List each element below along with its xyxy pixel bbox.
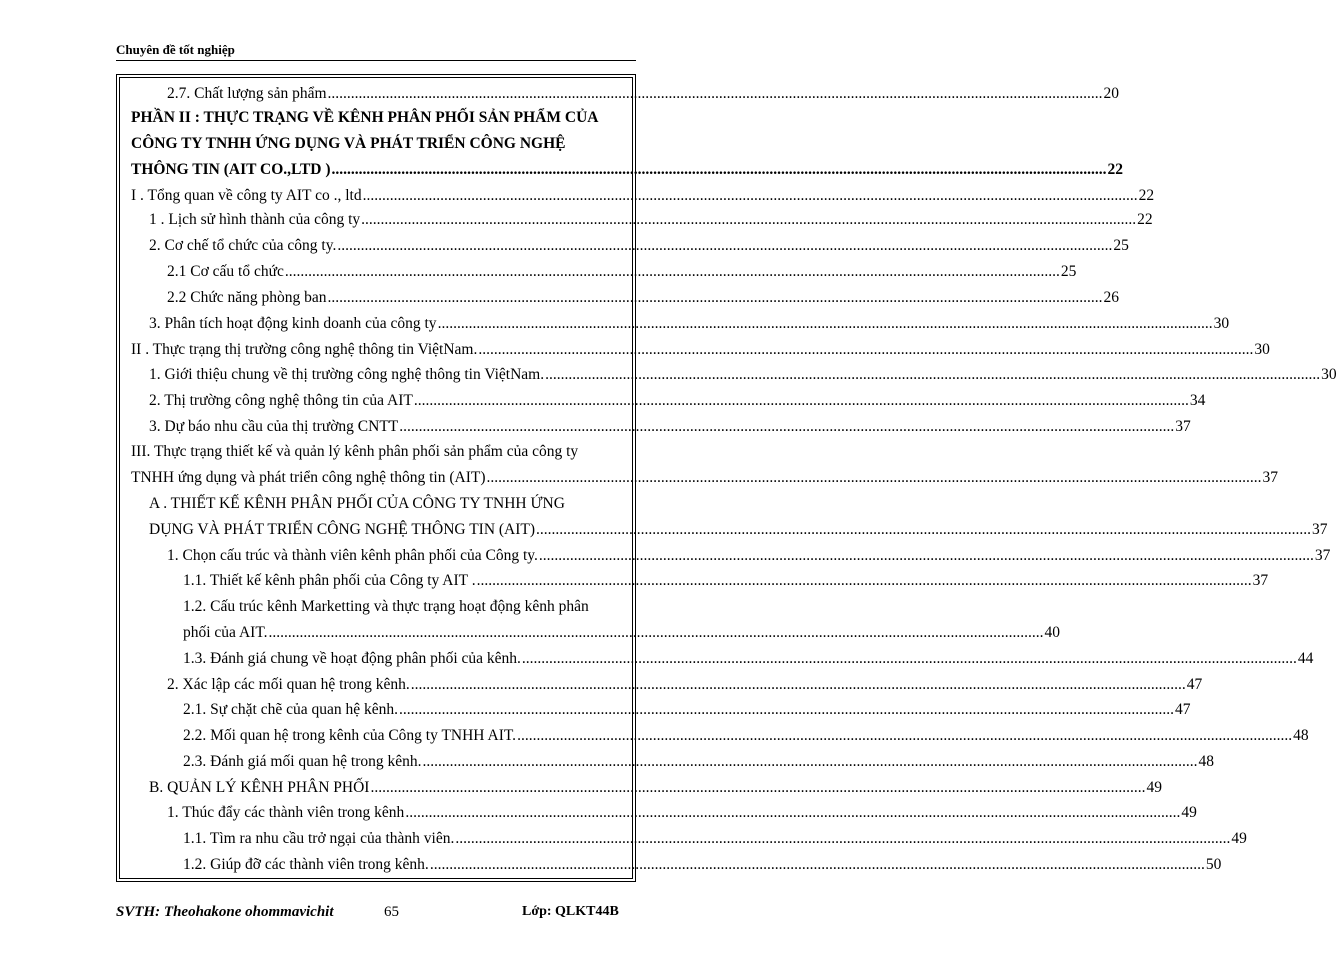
dot-leader: ........................................................................................................................................................................................................: [327, 85, 1103, 102]
toc-entry: [167, 82, 1120, 106]
dot-leader: ........................................................................................................................................................................................................: [521, 650, 1297, 667]
toc-entry-text: 2.2 Chức năng phòng ban: [167, 289, 327, 306]
toc-entry: [149, 518, 1328, 542]
toc-entry: [149, 312, 1230, 336]
toc-page-number: 48: [1198, 753, 1214, 770]
toc-page-number: 22: [1138, 187, 1155, 204]
toc-page-number: 47: [1175, 701, 1191, 718]
toc-page-number: 37: [1262, 469, 1278, 486]
dot-leader: ........................................................................................................................................................................................................: [337, 237, 1113, 254]
toc-entry: [183, 621, 1061, 645]
toc-page-number: 30: [1213, 315, 1230, 332]
toc-entry-text: 2. Thị trường công nghệ thông tin của AIT: [149, 392, 413, 409]
dot-leader: ........................................................................................................................................................................................................: [331, 161, 1107, 178]
dot-leader: ........................................................................................................................................................................................................: [478, 341, 1254, 358]
toc-page-number: 44: [1297, 650, 1314, 667]
toc-entry: [167, 801, 1197, 825]
toc-entry: [183, 750, 1214, 774]
dot-leader: ........................................................................................................................................................................................................: [405, 804, 1181, 821]
toc-entry-text: 2. Cơ chế tổ chức của công ty.: [149, 237, 337, 254]
toc-entry: [183, 647, 1314, 671]
toc-page-number: 48: [1293, 727, 1309, 744]
toc-page-number: 40: [1044, 624, 1061, 641]
dot-leader: ........................................................................................................................................................................................................: [437, 315, 1213, 332]
toc-entry: A . THIẾT KẾ KÊNH PHÂN PHỐI CỦA CÔNG TY TNHH ỨNG: [149, 495, 565, 512]
toc-entry: PHẦN II : THỰC TRẠNG VỀ KÊNH PHÂN PHỐI SẢN PHẨM CỦA: [131, 109, 599, 126]
toc-entry: [149, 208, 1153, 232]
toc-page-number: 25: [1060, 263, 1077, 280]
toc-page-number: 49: [1231, 830, 1247, 847]
toc-page-number: 26: [1103, 289, 1120, 306]
toc-page-number: 34: [1189, 392, 1206, 409]
toc-entry-text: 1 . Lịch sử hình thành của công ty: [149, 211, 361, 228]
dot-leader: ........................................................................................................................................................................................................: [284, 263, 1060, 280]
dot-leader: ........................................................................................................................................................................................................: [545, 366, 1321, 383]
toc-entry: [167, 286, 1120, 310]
toc-entry: [183, 698, 1191, 722]
toc-entry: 1.2. Cấu trúc kênh Marketting và thực trạng hoạt động kênh phân: [183, 598, 589, 615]
toc-page-number: 37: [1312, 521, 1328, 538]
dot-leader: ........................................................................................................................................................................................................: [399, 418, 1175, 435]
toc-page-number: 25: [1113, 237, 1129, 254]
toc-page-number: 22: [1137, 211, 1153, 228]
toc-entry-text: I . Tổng quan về công ty AIT co ., ltd: [131, 187, 362, 204]
toc-entry: [183, 569, 1269, 593]
toc-entry-text: DỤNG VÀ PHÁT TRIỂN CÔNG NGHỆ THÔNG TIN (AIT): [149, 521, 536, 538]
dot-leader: ........................................................................................................................................................................................................: [429, 856, 1205, 873]
toc-entry: [149, 234, 1129, 258]
footer-page-number: 65: [384, 904, 399, 920]
toc-entry: [149, 776, 1162, 800]
toc-page-number: 47: [1186, 676, 1203, 693]
dot-leader: ........................................................................................................................................................................................................: [476, 572, 1252, 589]
toc-entry: [167, 544, 1331, 568]
toc-entry: CÔNG TY TNHH ỨNG DỤNG VÀ PHÁT TRIỂN CÔNG NGHỆ: [131, 135, 566, 152]
dot-leader: ........................................................................................................................................................................................................: [410, 676, 1186, 693]
dot-leader: ........................................................................................................................................................................................................: [422, 753, 1198, 770]
toc-entry-text: 2.1. Sự chặt chẽ của quan hệ kênh.: [183, 701, 398, 718]
toc-page-number: 49: [1181, 804, 1197, 821]
toc-entry-text: phối của AIT.: [183, 624, 268, 641]
footer-author: SVTH: Theohakone ohommavichit: [116, 904, 334, 920]
toc-page-number: 37: [1175, 418, 1191, 435]
toc-entry: [183, 853, 1222, 877]
dot-leader: ........................................................................................................................................................................................................: [362, 187, 1138, 204]
toc-page-number: 22: [1107, 161, 1124, 178]
toc-page-number: 50: [1205, 856, 1222, 873]
toc-entry: [131, 158, 1124, 182]
toc-entry-text: 1.1. Thiết kế kênh phân phối của Công ty AIT .: [183, 572, 476, 589]
toc-entry-text: 1.1. Tìm ra nhu cầu trở ngại của thành viên.: [183, 830, 455, 847]
toc-page-number: 37: [1314, 547, 1331, 564]
toc-entry: [167, 673, 1203, 697]
dot-leader: ........................................................................................................................................................................................................: [413, 392, 1189, 409]
toc-entry-text: 3. Phân tích hoạt động kinh doanh của công ty: [149, 315, 437, 332]
toc-entry: [131, 184, 1155, 208]
toc-entry-text: THÔNG TIN (AIT CO.,LTD ): [131, 161, 331, 178]
dot-leader: ........................................................................................................................................................................................................: [361, 211, 1137, 228]
dot-leader: ........................................................................................................................................................................................................: [486, 469, 1262, 486]
toc-page-number: 37: [1252, 572, 1269, 589]
toc-page-number: 30: [1321, 366, 1337, 383]
dot-leader: ........................................................................................................................................................................................................: [268, 624, 1044, 641]
dot-leader: ........................................................................................................................................................................................................: [399, 701, 1174, 718]
dot-leader: ........................................................................................................................................................................................................: [370, 779, 1146, 796]
dot-leader: ........................................................................................................................................................................................................: [517, 727, 1293, 744]
toc-entry-text: 1.2. Giúp đỡ các thành viên trong kênh.: [183, 856, 429, 873]
toc-entry-text: TNHH ứng dụng và phát triển công nghệ thông tin (AIT): [131, 469, 486, 486]
toc-entry: [149, 415, 1191, 439]
toc-page-number: 20: [1103, 85, 1120, 102]
header-title: Chuyên đề tốt nghiệp: [116, 42, 235, 57]
dot-leader: ........................................................................................................................................................................................................: [536, 521, 1312, 538]
toc-entry-text: 1. Chọn cấu trúc và thành viên kênh phân phối của Công ty.: [167, 547, 538, 564]
toc-entry: [183, 827, 1247, 851]
toc-entry-text: 1.3. Đánh giá chung về hoạt động phân phối của kênh.: [183, 650, 521, 667]
dot-leader: ........................................................................................................................................................................................................: [327, 289, 1103, 306]
toc-entry: [149, 363, 1337, 387]
dot-leader: ........................................................................................................................................................................................................: [538, 547, 1314, 564]
dot-leader: ........................................................................................................................................................................................................: [455, 830, 1231, 847]
toc-entry-text: 2.7. Chất lượng sản phẩm: [167, 85, 327, 102]
toc-entry-text: 2. Xác lập các mối quan hệ trong kênh.: [167, 676, 410, 693]
toc-page-number: 49: [1146, 779, 1162, 796]
header-rule: [116, 60, 636, 61]
toc-entry-text: 1. Thúc đẩy các thành viên trong kênh: [167, 804, 405, 821]
toc-entry-text: 2.2. Mối quan hệ trong kênh của Công ty TNHH AIT.: [183, 727, 517, 744]
toc-entry-text: 2.1 Cơ cấu tổ chức: [167, 263, 284, 280]
toc-entry: [131, 466, 1278, 490]
toc-entry: [183, 724, 1309, 748]
toc-entry-text: 2.3. Đánh giá mối quan hệ trong kênh.: [183, 753, 422, 770]
toc-entry: [167, 260, 1077, 284]
toc-entry: [131, 338, 1270, 362]
toc-entry: [149, 389, 1206, 413]
footer-class: Lớp: QLKT44B: [522, 904, 619, 919]
toc-entry: III. Thực trạng thiết kế và quản lý kênh phân phối sản phẩm của công ty: [131, 443, 579, 460]
toc-entry-text: 3. Dự báo nhu cầu của thị trường CNTT: [149, 418, 399, 435]
toc-entry-text: II . Thực trạng thị trường công nghệ thông tin ViệtNam.: [131, 341, 478, 358]
toc-entry-text: B. QUẢN LÝ KÊNH PHÂN PHỐI: [149, 779, 370, 796]
toc-page-number: 30: [1254, 341, 1270, 358]
toc-entry-text: 1. Giới thiệu chung về thị trường công nghệ thông tin ViệtNam.: [149, 366, 545, 383]
